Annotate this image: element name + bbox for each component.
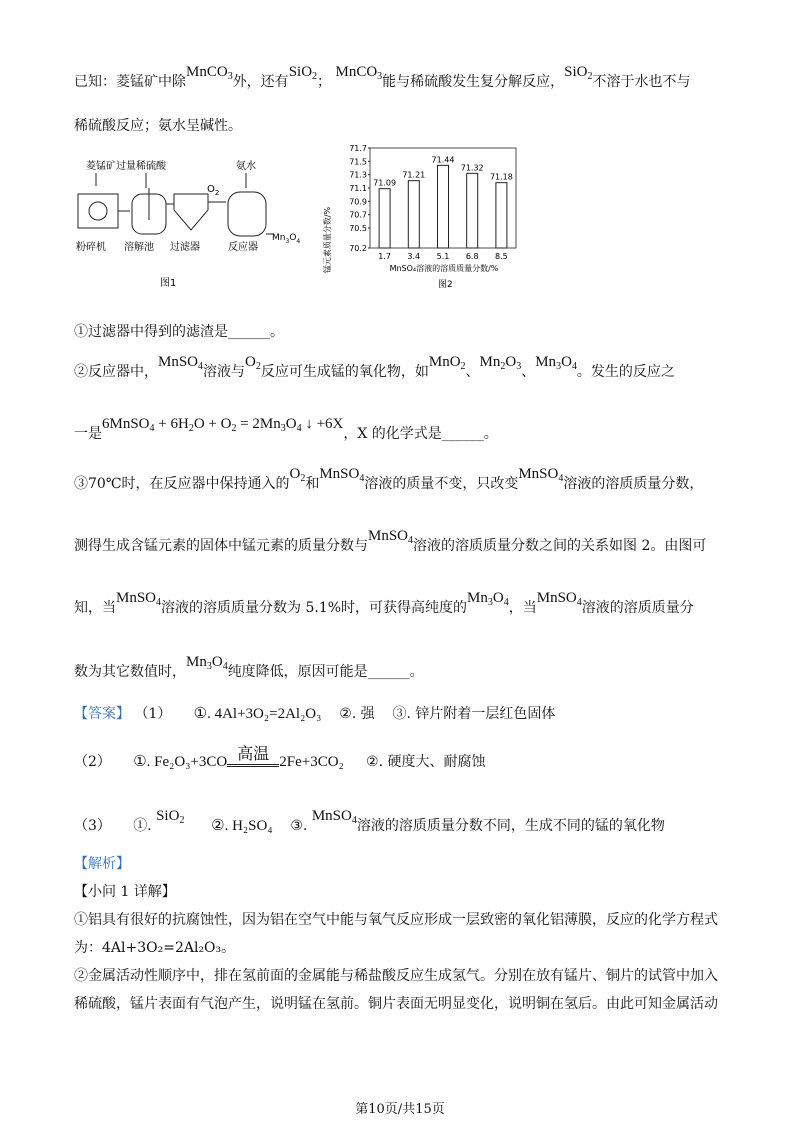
crusher-box	[78, 194, 118, 228]
analysis-subheading: 【小问 1 详解】	[74, 884, 176, 900]
y-tick-label: 71.7	[349, 144, 367, 153]
answer-line-3: （3） ①. SiO$_2$ ②. H₂SO₄ ③. MnSO$_4$溶液的溶质质量分数不同，生成不同的锰的氧化物	[74, 808, 665, 834]
y-axis-label: 锰元素质量分数/%	[323, 206, 332, 274]
intro-text: 外，还有	[232, 74, 289, 90]
formula-o2: $O_2$	[245, 354, 261, 372]
question-2-line-2: 一是6MnSO$_4$ + $6H_2O + O_2 = 2Mn_3O_4$ ↓ +6X，X 的化学式是______。	[74, 416, 498, 442]
formula-mn3o4: $Mn_3O_4$	[467, 590, 509, 608]
reactor-label: 反应器	[228, 242, 258, 253]
bar-value-label: 71.18	[489, 172, 513, 182]
y-tick-label: 71.3	[349, 170, 367, 180]
y-tick-label: 71.1	[349, 184, 367, 193]
intro-text: 已知：菱锰矿中除	[74, 74, 186, 90]
intro-text: 不溶于水也不与	[592, 74, 691, 90]
question-2-line-1: ②反应器中，MnSO$_4$溶液与$O_2$反应可生成锰的氧化物，如MnO$_2$、$Mn_2O_3$、$Mn_3O_4$。发生的反应之	[74, 354, 675, 380]
x-tick-label: 3.4	[407, 252, 421, 261]
x-tick-label: 6.8	[465, 252, 479, 261]
x-tick-label: 8.5	[495, 252, 508, 261]
x-tick-label: 1.7	[378, 252, 391, 261]
answer-label: 【答案】	[74, 706, 130, 722]
y-tick-label: 70.2	[349, 244, 367, 253]
question-3-line-4: 数为其它数值时，$Mn_3O_4$纯度降低，原因可能是______。	[74, 654, 424, 680]
bar-value-label: 71.09	[373, 178, 397, 188]
bar	[496, 183, 507, 248]
answer-line-2: （2） ①. Fe₂O₃+3CO 高温 2Fe+3CO₂ ②. 硬度大、耐腐蚀	[74, 744, 486, 770]
y-tick-label: 71.5	[349, 157, 367, 167]
question-3-line-2: 测得生成含锰元素的固体中锰元素的质量分数与MnSO$_4$溶液的溶质质量分数之间的关系如图 2。由图可	[74, 528, 707, 554]
x-tick-label: 5.1	[436, 252, 450, 261]
intro-line-1	[74, 64, 691, 97]
bar-value-label: 71.44	[431, 155, 455, 165]
formula-mn3o4: $Mn_3O_4$	[186, 654, 228, 672]
acid-label: 过量稀硫酸	[116, 161, 166, 172]
formula-mn3o4: $Mn_3O_4$	[535, 354, 577, 372]
reaction-equation: 6MnSO$_4$ + $6H_2O + O_2 = 2Mn_3O_4$ ↓ +6X	[102, 416, 344, 434]
formula-mnso4: MnSO$_4$	[536, 590, 582, 608]
y-axis-ticks	[349, 144, 370, 253]
formula-o2: $O_2$	[289, 466, 306, 484]
analysis-line-3: ②金属活动性顺序中，排在氢前面的金属能与稀盐酸反应生成氢气。分别在放有锰片、铜片的试管中加入	[74, 968, 718, 984]
formula-mno2: MnO$_2$	[428, 354, 466, 372]
dissolver-label: 溶解池	[124, 242, 154, 253]
y-tick-label: 70.7	[349, 210, 367, 220]
filter-funnel	[174, 194, 208, 230]
question-3-line-1: ③70℃时，在反应器中保持通入的$O_2$和MnSO$_4$溶液的质量不变，只改变MnSO$_4$溶液的溶质质量分数，	[74, 466, 704, 492]
formula-mnco3: MnCO$_3$	[335, 64, 383, 82]
bar-value-label: 71.32	[460, 163, 484, 173]
figure-2-caption: 图2	[438, 280, 453, 290]
bar	[438, 165, 449, 248]
page-number: 第10页/共15页	[355, 1102, 445, 1117]
ore-label: 菱锰矿	[86, 161, 116, 172]
question-3-line-3: 知，当MnSO$_4$溶液的溶质质量分数为 5.1%时，可获得高纯度的$Mn_3O_4$，当MnSO$_4$溶液的溶质质量分	[74, 590, 694, 616]
filter-label: 过滤器	[170, 242, 200, 253]
y-tick-label: 70.5	[349, 224, 367, 233]
x-axis-label: MnSO₄溶液的溶质质量分数/%	[389, 264, 499, 273]
formula-mnso4: MnSO$_4$	[158, 354, 204, 372]
process-flow-diagram	[74, 148, 304, 298]
bar	[408, 181, 419, 248]
ammonia-label: 氨水	[236, 161, 256, 172]
bar-value-label: 71.21	[402, 170, 426, 180]
formula-mnso4: MnSO$_4$	[319, 466, 365, 484]
crusher-label: 粉碎机	[76, 242, 106, 253]
formula-sio2: SiO$_2$	[288, 64, 318, 82]
answer-line-1: 【答案】 （1） ①. 4Al+3O₂=2Al₂O₃ ②. 强 ③. 锌片附着一层红色固体	[74, 706, 556, 722]
bar	[379, 189, 390, 248]
formula-mnso4: MnSO$_4$	[311, 808, 357, 826]
analysis-label: 【解析】	[74, 856, 130, 872]
formula-mnso4: MnSO$_4$	[116, 590, 162, 608]
y-tick-label: 70.9	[349, 197, 367, 207]
intro-line-2: 稀硫酸反应；氨水呈碱性。	[74, 118, 242, 134]
x-axis-ticks	[378, 252, 508, 261]
oxygen-label: $O_2$	[207, 184, 220, 197]
formula-mn2o3: $Mn_2O_3$	[479, 354, 522, 372]
figure-1-caption: 图1	[160, 278, 177, 289]
formula-mnso4: MnSO$_4$	[518, 466, 564, 484]
intro-text: 能与稀硫酸发生复分解反应，	[382, 74, 565, 90]
formula-sio2: SiO$_2$	[156, 808, 185, 826]
formula-sio2: SiO$_2$	[564, 64, 593, 82]
analysis-line-1: ①铝具有很好的抗腐蚀性，因为铝在空气中能与氧气反应形成一层致密的氧化铝薄膜，反应的化学方程式	[74, 912, 718, 928]
bars	[373, 155, 513, 248]
reactor-vessel	[228, 192, 266, 236]
product-label: $Mn_3O_4$	[272, 233, 301, 245]
analysis-line-4: 稀硫酸，锰片表面有气泡产生，说明锰在氢前。铜片表面无明显变化，说明铜在氢后。由此可知金属活动	[74, 996, 718, 1012]
question-1: ①过滤器中得到的滤渣是______。	[74, 324, 284, 340]
intro-text: ；	[317, 74, 332, 90]
bar	[467, 173, 478, 248]
bar-chart	[320, 140, 520, 298]
formula-mnco3: MnCO$_3$	[186, 64, 233, 82]
formula-mnso4: MnSO$_4$	[368, 528, 414, 546]
analysis-line-2: 为：4Al+3O₂=2Al₂O₃。	[74, 940, 236, 956]
